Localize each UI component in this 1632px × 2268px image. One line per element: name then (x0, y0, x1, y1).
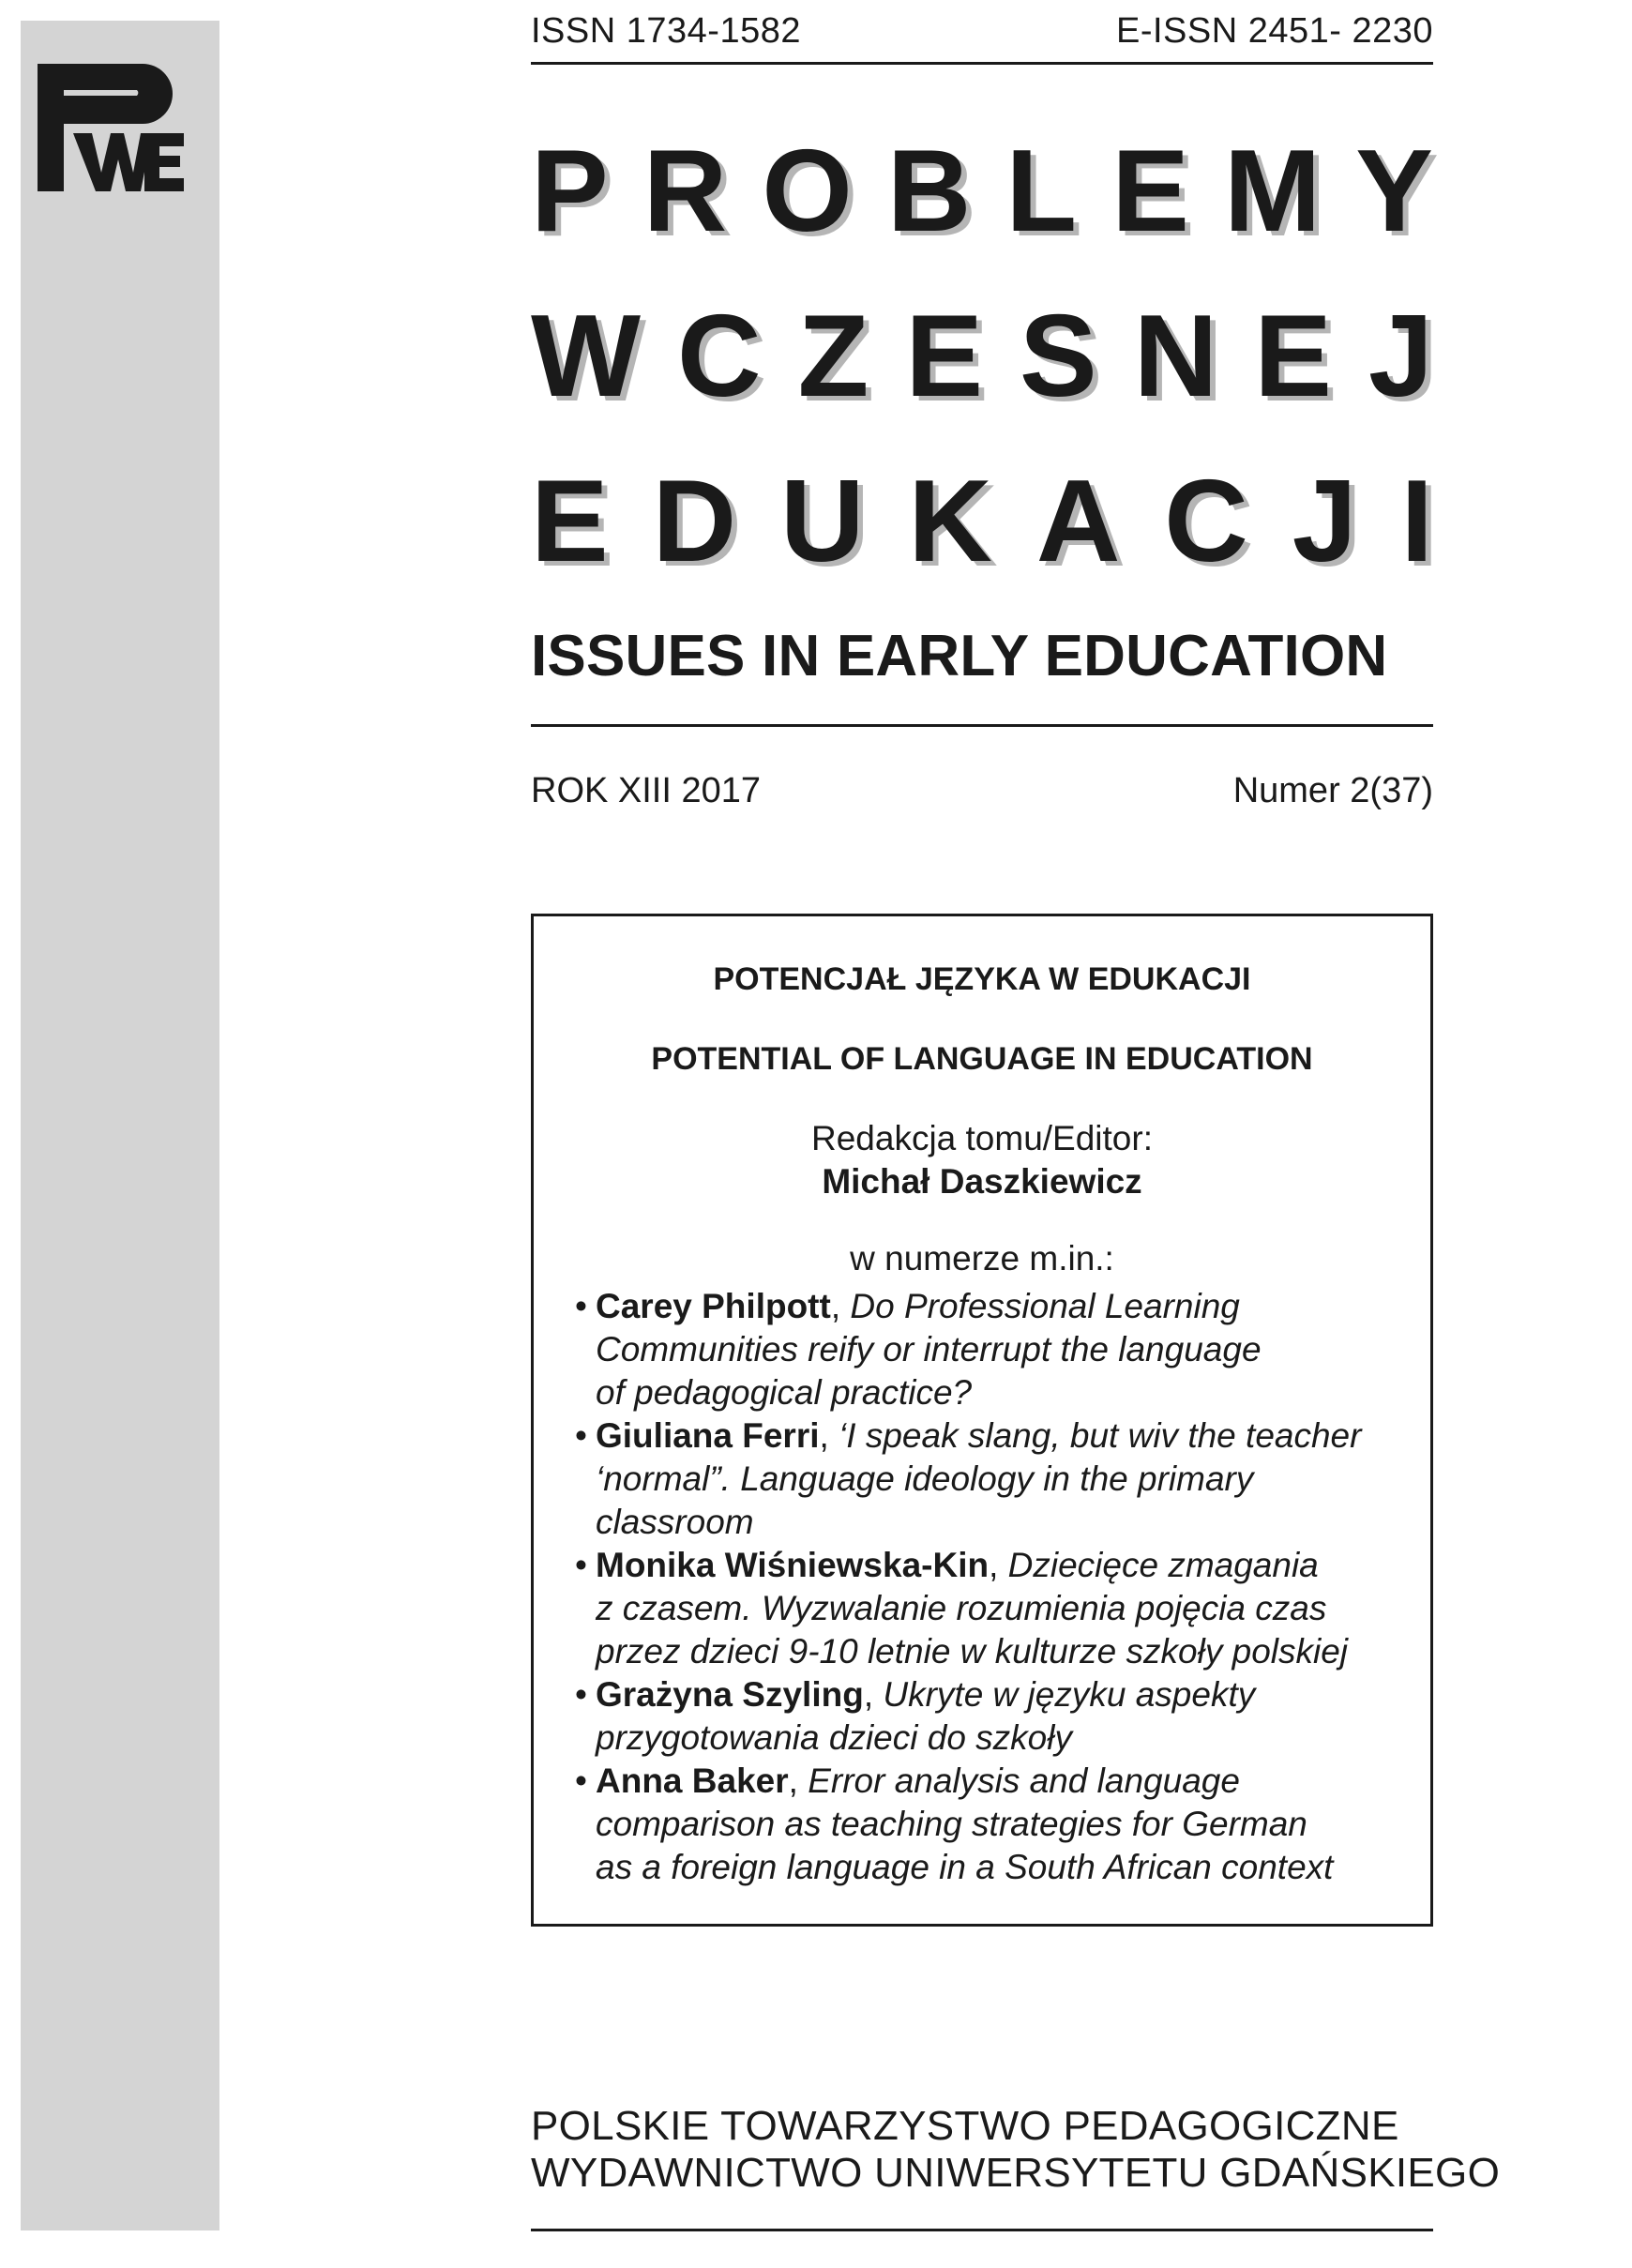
article-title: Communities reify or interrupt the language (596, 1330, 1262, 1368)
top-rule (531, 62, 1433, 65)
title-letter: D (652, 457, 737, 586)
title-letter: J (1292, 457, 1357, 586)
volume-year: ROK XIII 2017 (531, 771, 762, 810)
title-letter: L (1005, 127, 1078, 256)
title-letter: E (1111, 127, 1189, 256)
volume-row (531, 771, 1433, 811)
title-letter: J (1368, 292, 1433, 421)
article-list (575, 1285, 1419, 1889)
title-letter: A (1035, 457, 1121, 586)
title-line-3 (531, 457, 1433, 586)
list-item: • Monika Wiśniewska-Kin, Dziecięce zmagania z czasem. Wyzwalanie rozumienia pojęcia czas przez dzieci 9-10 letnie w kulturze szkoły polskiej (575, 1544, 1419, 1673)
issn-row (531, 11, 1433, 52)
title-letter: R (642, 127, 728, 256)
article-title: Ukryte w języku aspekty (883, 1675, 1256, 1714)
article-author: Monika Wiśniewska-Kin (596, 1546, 990, 1584)
article-title: przygotowania dzieci do szkoły (596, 1718, 1072, 1757)
cover-spine-band (21, 21, 219, 2230)
theme-polish: POTENCJAŁ JĘZYKA W EDUKACJI (713, 961, 1251, 997)
title-line-1 (531, 127, 1433, 256)
subtitle-rule (531, 724, 1433, 727)
title-letter: B (886, 127, 972, 256)
title-letter: E (531, 457, 609, 586)
article-title: comparison as teaching strategies for German (596, 1805, 1307, 1843)
issue-number: Numer 2(37) (1232, 771, 1433, 810)
eissn: E-ISSN 2451- 2230 (1115, 11, 1433, 51)
title-letter: K (908, 457, 992, 586)
list-item: • Anna Baker, Error analysis and language comparison as teaching strategies for German as a foreign language in a South African context (575, 1760, 1419, 1889)
list-item: • Carey Philpott, Do Professional Learning Communities reify or interrupt the language of pedagogical practice? (575, 1285, 1419, 1414)
title-letter: I (1400, 457, 1433, 586)
bottom-rule (531, 2229, 1433, 2231)
in-issue-label: w numerze m.in.: (850, 1239, 1114, 1278)
article-title: Dziecięce zmagania (1007, 1546, 1319, 1584)
article-title: przez dzieci 9-10 letnie w kulturze szkoły polskiej (596, 1632, 1349, 1671)
title-letter: C (677, 292, 762, 421)
title-line-2 (531, 292, 1433, 421)
article-author: Giuliana Ferri (596, 1416, 820, 1455)
issn: ISSN 1734-1582 (531, 11, 801, 51)
article-title: as a foreign language in a South African context (596, 1848, 1334, 1886)
title-letter: W (531, 292, 642, 421)
publisher-press: WYDAWNICTWO UNIWERSYTETU GDAŃSKIEGO (531, 2150, 1501, 2196)
article-title: ‘normal”. Language ideology in the primary (596, 1459, 1254, 1498)
title-letter: P (531, 127, 609, 256)
list-item: • Giuliana Ferri, ‘I speak slang, but wiv the teacher ‘normal”. Language ideology in the primary classroom (575, 1414, 1419, 1544)
list-item: • Grażyna Szyling, Ukryte w języku aspekty przygotowania dzieci do szkoły (575, 1673, 1419, 1760)
article-title: ‘I speak slang, but wiv the teacher (839, 1416, 1362, 1455)
article-title: classroom (596, 1503, 754, 1541)
article-author: Carey Philpott (596, 1287, 831, 1325)
article-title: Error analysis and language (808, 1761, 1240, 1800)
title-letter: C (1164, 457, 1248, 586)
article-author: Anna Baker (596, 1761, 789, 1800)
pte-monogram-icon (36, 62, 186, 195)
journal-subtitle: ISSUES IN EARLY EDUCATION (531, 624, 1388, 688)
publisher-society: POLSKIE TOWARZYSTWO PEDAGOGICZNE (531, 2103, 1399, 2149)
title-letter: E (905, 292, 984, 421)
article-title: Do Professional Learning (850, 1287, 1240, 1325)
title-letter: Y (1355, 127, 1433, 256)
title-letter: E (1254, 292, 1332, 421)
title-letter: O (762, 127, 853, 256)
cover-content (531, 0, 1501, 2268)
title-letter: Z (797, 292, 869, 421)
article-author: Grażyna Szyling (596, 1675, 864, 1714)
title-letter: M (1223, 127, 1322, 256)
title-letter: N (1133, 292, 1218, 421)
article-title: of pedagogical practice? (596, 1373, 973, 1412)
title-letter: S (1020, 292, 1097, 421)
theme-english: POTENTIAL OF LANGUAGE IN EDUCATION (651, 1041, 1313, 1077)
editor-label: Redakcja tomu/Editor: (810, 1119, 1153, 1157)
article-title: z czasem. Wyzwalanie rozumienia pojęcia czas (596, 1589, 1327, 1627)
title-letter: U (780, 457, 865, 586)
editor-name: Michał Daszkiewicz (822, 1162, 1142, 1201)
contents-box (531, 914, 1433, 1927)
